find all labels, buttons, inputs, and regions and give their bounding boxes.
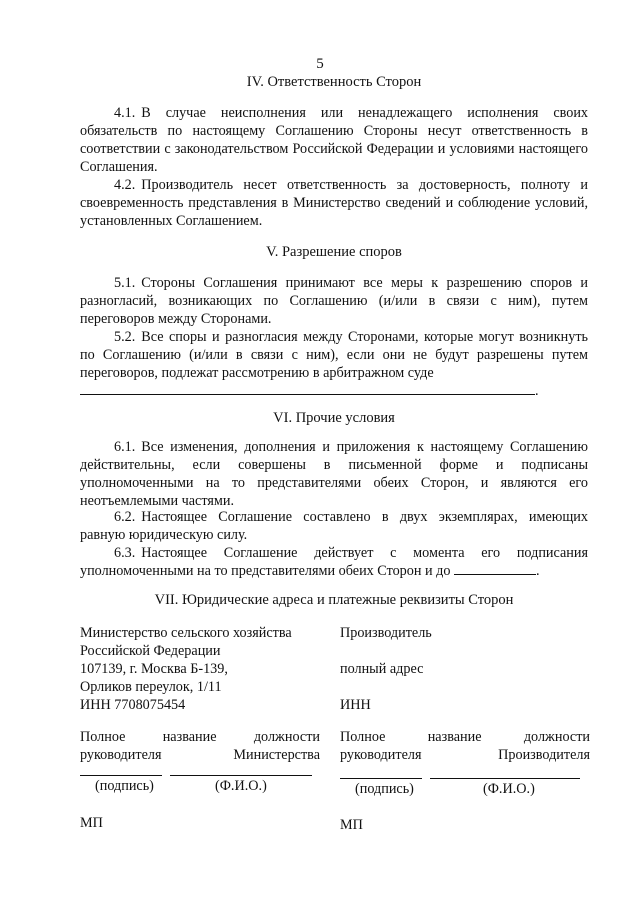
producer-stamp-label: МП — [340, 817, 363, 833]
title-word: Министерства — [233, 747, 320, 763]
section-4-heading: IV. Ответственность Сторон — [246, 74, 422, 90]
title-word: название — [427, 729, 482, 745]
title-word: должности — [523, 729, 590, 745]
title-word: должности — [253, 729, 320, 745]
ministry-name-line-2: Российской Федерации — [80, 643, 221, 659]
paragraph-number: 5.2. — [114, 329, 136, 345]
paragraph-end: . — [535, 383, 539, 399]
ministry-name-line — [170, 775, 312, 776]
paragraph-number: 6.2. — [114, 509, 136, 525]
producer-name: Производитель — [340, 625, 432, 641]
producer-inn: ИНН — [340, 697, 371, 713]
paragraph-5-2 — [80, 328, 588, 400]
title-word: руководителя — [80, 747, 162, 763]
section-7-heading: VII. Юридические адреса и платежные реквизиты Сторон — [154, 592, 514, 608]
ministry-signature-label: (подпись) — [95, 778, 154, 794]
ministry-inn: ИНН 7708075454 — [80, 697, 186, 713]
paragraph-text: Производитель несет ответственность за достоверность, полноту и своевременность представления в Министерство сведений и соблюдение условий, установленных Соглашением. — [80, 177, 588, 229]
ministry-address-line-2: Орликов переулок, 1/11 — [80, 679, 222, 695]
paragraph-number: 4.2. — [114, 177, 136, 193]
producer-fio-label: (Ф.И.О.) — [483, 781, 535, 797]
title-word: Полное — [80, 729, 126, 745]
producer-name-line — [430, 778, 580, 779]
paragraph-text: Все изменения, дополнения и приложения к настоящему Соглашению действительны, если совершены в письменной форме и подписаны уполномоченными на то представителями обеих Сторон, и являются его неотъемлемыми частями. — [80, 439, 588, 509]
paragraph-text: В случае неисполнения или ненадлежащего исполнения своих обязательств по настоящему Соглашению Стороны несут ответственность в соответствии с законодательством Российской Федерации и условиями настоящего Соглашения. — [80, 105, 588, 175]
title-word: руководителя — [340, 747, 422, 763]
section-6-heading: VI. Прочие условия — [273, 410, 395, 426]
paragraph-5-1 — [80, 274, 588, 328]
paragraph-text: Настоящее Соглашение составлено в двух экземплярах, имеющих равную юридическую силу. — [80, 509, 588, 543]
producer-signature-label: (подпись) — [355, 781, 414, 797]
producer-signature-line — [340, 778, 422, 779]
paragraph-text: Стороны Соглашения принимают все меры к разрешению споров и разногласий, возникающих по Соглашению (и/или в связи с ним), путем переговоров между Сторонами. — [80, 275, 588, 327]
paragraph-number: 6.1. — [114, 439, 136, 455]
paragraph-end: . — [536, 563, 540, 579]
ministry-details — [80, 624, 320, 714]
ministry-name-line-1: Министерство сельского хозяйства — [80, 625, 292, 641]
page-number: 5 — [316, 56, 324, 72]
producer-address: полный адрес — [340, 661, 424, 677]
paragraph-number: 4.1. — [114, 105, 136, 121]
title-word: Производителя — [498, 747, 590, 763]
paragraph-6-2 — [80, 508, 588, 544]
paragraph-6-3 — [80, 544, 588, 580]
court-blank-line — [80, 394, 535, 395]
ministry-fio-label: (Ф.И.О.) — [215, 778, 267, 794]
paragraph-number: 6.3. — [114, 545, 136, 561]
title-word: Полное — [340, 729, 386, 745]
producer-head-title — [340, 728, 590, 764]
ministry-signature-line — [80, 775, 162, 776]
ministry-address-line-1: 107139, г. Москва Б-139, — [80, 661, 228, 677]
title-word: название — [162, 729, 217, 745]
paragraph-4-1 — [80, 104, 588, 176]
paragraph-4-2 — [80, 176, 588, 230]
section-5-heading: V. Разрешение споров — [266, 244, 402, 260]
paragraph-number: 5.1. — [114, 275, 136, 291]
ministry-stamp-label: МП — [80, 815, 103, 831]
ministry-head-title — [80, 728, 320, 764]
date-blank-line — [454, 574, 536, 575]
paragraph-text: Настоящее Соглашение действует с момента его подписания уполномоченными на то представителями обеих Сторон и до — [80, 545, 588, 579]
paragraph-text: Все споры и разногласия между Сторонами, которые могут возникнуть по Соглашению (и/или в связи с ним), если они не будут разрешены путем переговоров, подлежат рассмотрению в арбитражном суде — [80, 329, 588, 381]
paragraph-6-1 — [80, 438, 588, 510]
producer-details — [340, 624, 590, 714]
